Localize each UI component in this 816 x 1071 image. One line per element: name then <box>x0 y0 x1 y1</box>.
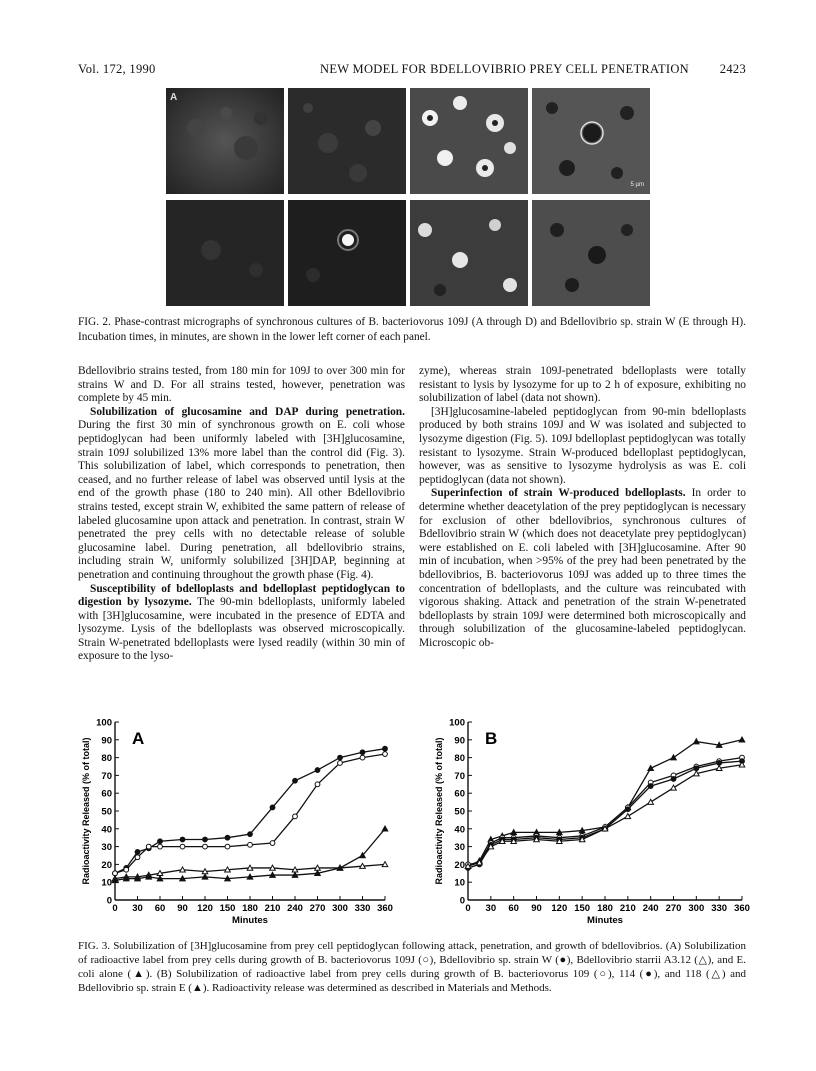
x-tick-label: 360 <box>734 903 750 914</box>
y-tick-label: 10 <box>454 877 465 889</box>
data-point <box>694 771 700 776</box>
figure-2-caption-text: Phase-contrast micrographs of synchronous cultures of B. bacteriovorus 109J (A through D) and Bdellovibrio sp. strain W (E through H). Incubation times, in minutes, are shown in the lower left corner of each panel. <box>78 316 746 343</box>
left-text-column <box>78 365 405 664</box>
micrograph-image <box>532 200 650 306</box>
paragraph <box>78 583 405 665</box>
data-point <box>203 837 208 842</box>
x-tick-label: 150 <box>574 903 591 914</box>
figure-2-caption <box>78 315 746 345</box>
x-axis-label: Minutes <box>232 915 268 926</box>
micrograph-panel <box>410 88 528 194</box>
series-line <box>468 765 742 866</box>
paragraph-text: In order to determine whether deacetylation of the prey peptidoglycan is necessary for exclusion of other bdellovibrios, synchronous cultures of Bdellovibrio strain W (which does not deacetylate prey peptidoglycan) were established on E. coli labeled with [3H]glucosamine. After 90 min of incubation, when >95% of the prey had been penetrated by the bdellovibrios, B. bacteriovorus 109J was added up to three times the concentration of bdelloplasts, and the culture was reincubated with vigorous shaking. Attack and penetration of the strain W-penetrated bdelloplasts by strain 109J were determined both microscopically and through solubilization of the glucosamine-labeled peptidoglycan. Microscopic ob- <box>419 487 746 649</box>
data-point <box>225 876 231 881</box>
y-tick-label: 80 <box>101 753 112 765</box>
figure-3-charts <box>75 713 755 938</box>
data-point <box>382 826 388 831</box>
micrograph-image <box>410 88 528 194</box>
data-point <box>511 830 517 835</box>
data-point <box>648 799 654 804</box>
figure-3-caption-label: FIG. 3. <box>78 940 110 952</box>
series-line <box>468 761 742 868</box>
data-point <box>315 865 321 870</box>
figure-2-micrographs <box>166 88 650 306</box>
data-point <box>694 739 700 744</box>
y-tick-label: 20 <box>454 859 465 871</box>
x-tick-label: 30 <box>132 903 143 914</box>
x-tick-label: 330 <box>711 903 728 914</box>
data-point <box>293 778 298 783</box>
y-tick-label: 30 <box>101 842 112 854</box>
data-point <box>383 746 388 751</box>
data-point <box>225 835 230 840</box>
data-point <box>315 768 320 773</box>
data-point <box>135 855 140 860</box>
data-point <box>739 737 745 742</box>
x-tick-label: 120 <box>551 903 568 914</box>
data-point <box>270 805 275 810</box>
data-point <box>146 844 151 849</box>
y-tick-label: 90 <box>101 735 112 747</box>
series-line <box>468 740 742 866</box>
y-tick-label: 70 <box>454 770 465 782</box>
micrograph-image <box>532 88 650 194</box>
y-tick-label: 100 <box>449 717 465 729</box>
data-point <box>671 785 677 790</box>
data-point <box>648 765 654 770</box>
running-title: NEW MODEL FOR BDELLOVIBRIO PREY CELL PENETRATION <box>320 62 690 76</box>
y-tick-label: 40 <box>454 824 465 836</box>
x-axis-label: Minutes <box>587 915 623 926</box>
page-number: 2423 <box>719 62 746 76</box>
data-point <box>270 865 276 870</box>
data-point <box>158 844 163 849</box>
y-tick-label: 50 <box>101 806 112 818</box>
section-heading: Superinfection of strain W-produced bdelloplasts. <box>431 487 686 500</box>
data-point <box>315 871 321 876</box>
y-tick-label: 10 <box>101 877 112 889</box>
data-point <box>716 765 722 770</box>
x-tick-label: 240 <box>287 903 303 914</box>
data-point <box>360 863 366 868</box>
paragraph-text: The 90-min bdelloplasts, uniformly labeled with [3H]glucosamine, were incubated in the presence of EDTA and lysozyme. Lysis of the bdelloplasts was observed microscopically. Strain W-penetrated bdelloplasts were lysed readily (within 30 min of exposure to the lyso- <box>78 596 405 663</box>
series-line <box>468 758 742 865</box>
figure-2-caption-label: FIG. 2. <box>78 316 111 328</box>
paragraph-text: During the first 30 min of synchronous growth on E. coli whose peptidoglycan had been uniformly labeled with [3H]glucosamine, strain 109J solubilized 13% more label than the control did (Fig. 3). This solubilization of label, which corresponds to penetration, then ceased, and no further release of label was observed until lysis at the end of the growth phase (180 to 240 min). All other Bdellovibrio strains tested, except strain W, exhibited the same pattern of release of labeled glucosamine upon attack and penetration. In contrast, strain W penetrated the prey cells with no detectable release of soluble glucosamine label. During penetration, all bdellovibrio strains, including strain W, uniformly solubilized [3H]DAP, beginning at penetration and continuing throughout the growth phase (Fig. 4). <box>78 419 405 581</box>
data-point <box>124 867 129 872</box>
y-tick-label: 30 <box>454 842 465 854</box>
figure-3-caption <box>78 939 746 995</box>
data-point <box>382 862 388 867</box>
data-point <box>180 867 186 872</box>
data-point <box>202 874 208 879</box>
data-point <box>247 865 253 870</box>
data-point <box>579 828 585 833</box>
y-axis-label: Radioactivity Released (% of total) <box>81 737 91 885</box>
y-tick-label: 0 <box>459 895 465 907</box>
data-point <box>248 842 253 847</box>
paragraph: [3H]glucosamine-labeled peptidoglycan from 90-min bdelloplasts produced by both strains 109J and W was isolated and subjected to lysozyme digestion (Fig. 5). 109J bdelloplast peptidoglycan was totally resistant to lysozyme. Strain W-produced bdelloplast peptidoglycan, however, was as sensitive to lysozyme hydrolysis as was E. coli peptidoglycan (data not shown). <box>419 405 746 486</box>
series-line <box>115 749 385 874</box>
data-point <box>383 752 388 757</box>
data-point <box>338 755 343 760</box>
y-tick-label: 20 <box>101 859 112 871</box>
y-tick-label: 70 <box>101 770 112 782</box>
data-point <box>625 807 630 812</box>
right-text-column <box>419 365 746 650</box>
y-tick-label: 80 <box>454 753 465 765</box>
x-tick-label: 90 <box>531 903 542 914</box>
data-point <box>180 844 185 849</box>
micrograph-panel <box>532 200 650 306</box>
data-point <box>557 830 563 835</box>
running-header <box>78 62 746 80</box>
section-heading: Susceptibility of bdelloplasts and bdelloplast peptidoglycan to digestion by lysozyme. <box>78 582 405 609</box>
y-tick-label: 0 <box>106 895 112 907</box>
paragraph <box>78 406 405 583</box>
y-axis-label: Radioactivity Released (% of total) <box>434 737 444 885</box>
micrograph-panel <box>288 200 406 306</box>
y-tick-label: 50 <box>454 806 465 818</box>
series-line <box>115 754 385 873</box>
x-tick-label: 60 <box>154 903 166 914</box>
y-tick-label: 60 <box>454 788 465 800</box>
data-point <box>360 755 365 760</box>
micrograph-image <box>166 200 284 306</box>
x-tick-label: 300 <box>332 903 348 914</box>
micrograph-panel <box>166 88 284 194</box>
data-point <box>292 867 298 872</box>
micrograph-panel <box>410 200 528 306</box>
data-point <box>157 871 163 876</box>
x-tick-label: 360 <box>377 903 393 914</box>
x-tick-label: 270 <box>309 903 326 914</box>
x-tick-label: 270 <box>665 903 682 914</box>
x-tick-label: 180 <box>597 903 613 914</box>
micrograph-panel <box>166 200 284 306</box>
x-tick-label: 150 <box>219 903 236 914</box>
data-point <box>648 784 653 789</box>
section-heading: Solubilization of glucosamine and DAP during penetration. <box>90 405 405 418</box>
data-point <box>338 761 343 766</box>
x-tick-label: 300 <box>688 903 705 914</box>
data-point <box>270 872 276 877</box>
data-point <box>315 782 320 787</box>
paragraph: Bdellovibrio strains tested, from 180 min for 109J to over 300 min for strains W and D. For all strains tested, however, penetration was complete by 45 min. <box>78 365 405 405</box>
x-tick-label: 210 <box>264 903 281 914</box>
data-point <box>247 874 253 879</box>
panel-label: B <box>485 729 498 748</box>
micrograph-panel <box>532 88 650 194</box>
data-point <box>158 839 163 844</box>
data-point <box>225 867 231 872</box>
x-tick-label: 330 <box>354 903 371 914</box>
micrograph-image <box>166 88 284 194</box>
x-tick-label: 90 <box>177 903 188 914</box>
data-point <box>157 876 163 881</box>
data-point <box>671 777 676 782</box>
data-point <box>202 869 208 874</box>
micrograph-image <box>288 88 406 194</box>
panel-label: A <box>132 729 145 748</box>
y-tick-label: 100 <box>96 717 112 729</box>
y-tick-label: 40 <box>101 824 112 836</box>
data-point <box>292 872 298 877</box>
x-tick-label: 0 <box>465 903 471 914</box>
x-tick-label: 30 <box>485 903 497 914</box>
data-point <box>135 850 140 855</box>
micrograph-image <box>288 200 406 306</box>
x-tick-label: 120 <box>197 903 213 914</box>
y-tick-label: 90 <box>454 735 465 747</box>
data-point <box>337 865 343 870</box>
y-tick-label: 60 <box>101 788 112 800</box>
figure-3-caption-text: Solubilization of [3H]glucosamine from prey cell peptidoglycan following attack, penetration, and growth of bdellovibrios. (A) Solubilization of radioactive label from prey cells during growth of B. bacteriovorus 109J (○), Bdellovibrio sp. strain W (●), Bdellovibrio starrii A3.12 (△), and E. coli alone (▲). (B) Solubilization of radioactive label from prey cells during growth of B. bacteriovorus 109 (○), 114 (●), and 118 (△) and Bdellovibrio sp. strain E (▲). Radioactivity release was determined as described in Materials and Methods. <box>78 940 746 994</box>
paragraph: zyme), whereas strain 109J-penetrated bdelloplasts were totally resistant to lysis by lysozyme for up to 2 h of exposure, exhibiting no solubilization of label (data not shown). <box>419 365 746 405</box>
data-point <box>360 750 365 755</box>
x-tick-label: 0 <box>112 903 118 914</box>
micrograph-image <box>410 200 528 306</box>
data-point <box>293 814 298 819</box>
x-tick-label: 60 <box>508 903 519 914</box>
data-point <box>248 832 253 837</box>
panel-label: A <box>170 92 178 103</box>
data-point <box>625 814 631 819</box>
paragraph <box>419 487 746 650</box>
scale-bar-label: 5 µm <box>630 182 644 188</box>
data-point <box>270 841 275 846</box>
data-point <box>716 742 722 747</box>
x-tick-label: 240 <box>642 903 659 914</box>
data-point <box>180 837 185 842</box>
x-tick-label: 180 <box>242 903 258 914</box>
data-point <box>203 844 208 849</box>
data-point <box>180 876 186 881</box>
x-tick-label: 210 <box>619 903 636 914</box>
volume-label: Vol. 172, 1990 <box>78 62 156 76</box>
figure-3-chart-svg <box>75 713 755 938</box>
micrograph-panel <box>288 88 406 194</box>
data-point <box>225 844 230 849</box>
